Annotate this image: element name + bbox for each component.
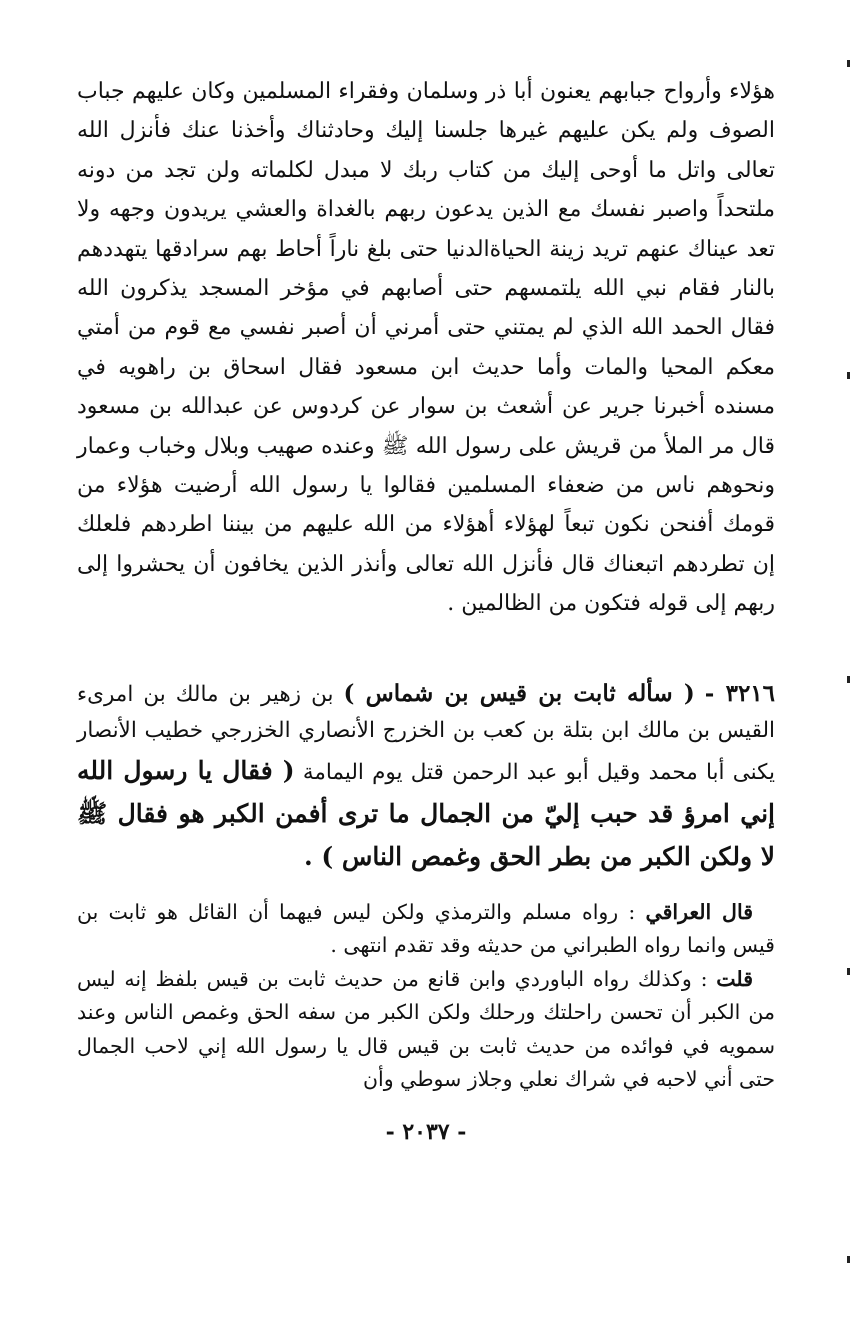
hadith-title: ( سأله ثابت بن قيس بن شماس ): [343, 679, 695, 707]
scan-edge-mark-3: [847, 676, 850, 683]
page-number: - ٢٠٣٧ -: [385, 1118, 467, 1145]
scan-edge-mark-4: [847, 968, 850, 975]
section-spacer: [77, 878, 775, 896]
document-page: [77, 72, 775, 1145]
scan-edge-mark-2: [847, 372, 850, 379]
iraqi-note-lead: قال العراقي: [645, 899, 753, 924]
author-note-text: : وكذلك رواه الباوردي وابن قانع من حديث ثابت بن قيس بلفظ إنه ليس من الكبر أن تحسن راحلتك ورحلك ولكن الكبر من سفه الحق وغمص الناس وعند سمويه في فوائده من حديث ثابت بن قيس قال يا رسول الله إني لاحب الجمال حتى أني لاحبه في شراك نعلي وجلاز سوطي وأن: [77, 966, 775, 1092]
iraqi-note: [77, 896, 775, 963]
hadith-entry: [77, 676, 775, 878]
scan-edge-mark-5: [847, 1256, 850, 1263]
hadith-number: ٣٢١٦ -: [704, 679, 776, 707]
scan-edge-mark-1: [847, 60, 850, 67]
iraqi-note-text: : رواه مسلم والترمذي ولكن ليس فيهما أن القائل هو ثابت بن قيس وانما رواه الطبراني من حديثه وقد تقدم انتهى .: [77, 899, 775, 958]
hadith-body: بن زهير بن مالك بن امرىء القيس بن مالك ابن بتلة بن كعب بن الخزرج الأنصاري الخزرجي خطيب الأنصار يكنى أبا محمد وقيل أبو عبد الرحمن قتل يوم اليمامة: [77, 681, 775, 785]
author-note: [77, 963, 775, 1097]
hadith-quote: ( فقال يا رسول الله إني امرؤ قد حبب إليّ من الجمال ما ترى أفمن الكبر هو فقال ﷺ لا ولكن الكبر من بطر الحق وغمص الناس ) .: [77, 755, 775, 871]
hadith-section: [77, 676, 775, 1097]
author-note-lead: قلت: [716, 966, 753, 991]
body-paragraph: هؤلاء وأرواح جبابهم يعنون أبا ذر وسلمان وفقراء المسلمين وكان عليهم جباب الصوف ولم يكن عليهم غيرها جلسنا إليك وحادثناك وأخذنا عنك فأنزل الله تعالى واتل ما أوحى إليك من كتاب ربك لا مبدل لكلماته ولن تجد من دونه ملتحداً واصبر نفسك مع الذين يدعون ربهم بالغداة والعشي يريدون وجهه ولا تعد عيناك عنهم تريد زينة الحياةالدنيا حتى بلغ ناراً أحاط بهم سرادقها يتهددهم بالنار فقام نبي الله يلتمسهم حتى أصابهم في مؤخر المسجد يذكرون الله فقال الحمد الله الذي لم يمتني حتى أمرني أن أصبر نفسي مع قوم من أمتي معكم المحيا والمات وأما حديث ابن مسعود فقال اسحاق بن راهويه في مسنده أخبرنا جرير عن أشعث بن سوار عن كردوس عن عبدالله بن مسعود قال مر الملأ من قريش على رسول الله ﷺ وعنده صهيب وبلال وخباب وعمار ونحوهم ناس من ضعفاء المسلمين فقالوا يا رسول الله أرضيت هؤلاء من قومك أفنحن نكون تبعاً لهؤلاء أهؤلاء من الله عليهم من بيننا اطردهم فلعلك إن تطردهم اتبعناك قال فأنزل الله تعالى وأنذر الذين يخافون أن يحشروا إلى ربهم إلى قوله فتكون من الظالمين .: [77, 79, 775, 617]
